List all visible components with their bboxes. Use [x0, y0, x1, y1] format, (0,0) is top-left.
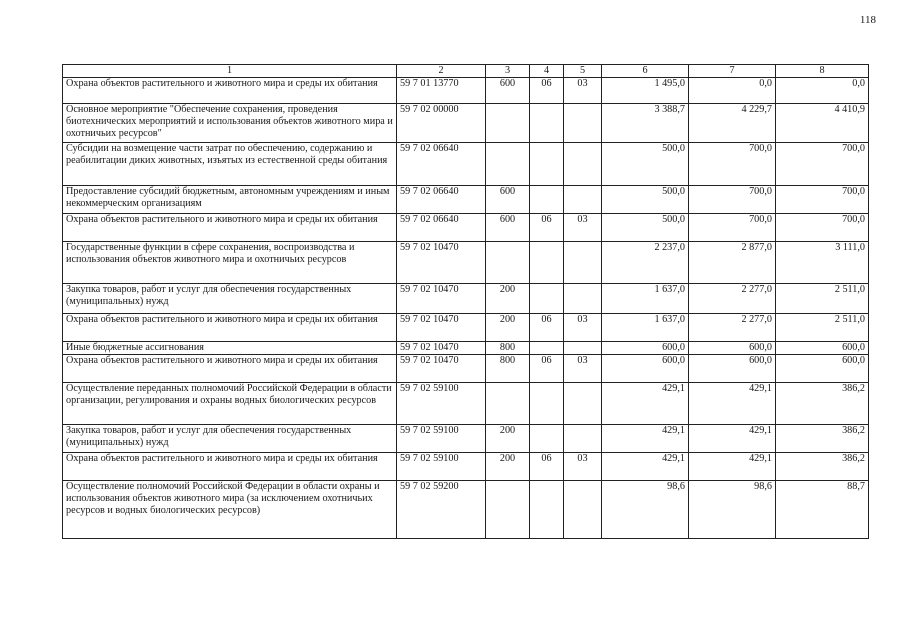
amount-col6-cell: 1 495,0: [602, 78, 689, 104]
section-cell: 06: [530, 214, 564, 242]
amount-col6-cell: 98,6: [602, 481, 689, 539]
amount-col7-cell: 2 877,0: [689, 242, 776, 284]
expense-type-cell: 200: [486, 314, 530, 342]
table-row: [63, 314, 869, 342]
subsection-cell: [564, 342, 602, 355]
table-row: [63, 104, 869, 143]
amount-col6-cell: 500,0: [602, 186, 689, 214]
expense-type-cell: 800: [486, 342, 530, 355]
section-cell: 06: [530, 314, 564, 342]
row-name-cell: Охрана объектов растительного и животного мира и среды их обитания: [63, 314, 397, 342]
amount-col6-cell: 429,1: [602, 453, 689, 481]
target-code-cell: 59 7 02 06640: [397, 214, 486, 242]
amount-col7-cell: 2 277,0: [689, 284, 776, 314]
target-code-cell: 59 7 02 59100: [397, 425, 486, 453]
section-cell: [530, 284, 564, 314]
amount-col6-cell: 600,0: [602, 355, 689, 383]
column-header: 2: [397, 65, 486, 78]
amount-col6-cell: 1 637,0: [602, 284, 689, 314]
amount-col6-cell: 500,0: [602, 214, 689, 242]
table-row: [63, 355, 869, 383]
column-header: 3: [486, 65, 530, 78]
column-header: 8: [776, 65, 869, 78]
table-row: [63, 78, 869, 104]
subsection-cell: 03: [564, 78, 602, 104]
amount-col8-cell: 386,2: [776, 453, 869, 481]
expense-type-cell: 200: [486, 453, 530, 481]
section-cell: [530, 143, 564, 186]
row-name-cell: Осуществление полномочий Российской Федерации в области охраны и использования объектов животного мира (за исключением охотничьих ресурсов и водных биологических ресурсов): [63, 481, 397, 539]
row-name-cell: Охрана объектов растительного и животного мира и среды их обитания: [63, 355, 397, 383]
row-name-cell: Закупка товаров, работ и услуг для обеспечения государственных (муниципальных) нужд: [63, 284, 397, 314]
target-code-cell: 59 7 02 00000: [397, 104, 486, 143]
budget-table: [62, 64, 869, 539]
amount-col8-cell: 2 511,0: [776, 284, 869, 314]
amount-col7-cell: 429,1: [689, 425, 776, 453]
section-cell: 06: [530, 78, 564, 104]
amount-col7-cell: 4 229,7: [689, 104, 776, 143]
row-name-cell: Охрана объектов растительного и животного мира и среды их обитания: [63, 214, 397, 242]
table-row: [63, 186, 869, 214]
amount-col7-cell: 700,0: [689, 143, 776, 186]
row-name-cell: Охрана объектов растительного и животного мира и среды их обитания: [63, 78, 397, 104]
amount-col6-cell: 429,1: [602, 425, 689, 453]
table-row: [63, 383, 869, 425]
section-cell: [530, 242, 564, 284]
table-row: [63, 425, 869, 453]
subsection-cell: [564, 383, 602, 425]
column-header: 6: [602, 65, 689, 78]
amount-col6-cell: 500,0: [602, 143, 689, 186]
expense-type-cell: [486, 481, 530, 539]
target-code-cell: 59 7 02 10470: [397, 284, 486, 314]
expense-type-cell: 600: [486, 78, 530, 104]
subsection-cell: [564, 186, 602, 214]
amount-col6-cell: 2 237,0: [602, 242, 689, 284]
row-name-cell: Предоставление субсидий бюджетным, автономным учреждениям и иным некоммерческим организациям: [63, 186, 397, 214]
amount-col8-cell: 2 511,0: [776, 314, 869, 342]
amount-col7-cell: 429,1: [689, 383, 776, 425]
amount-col8-cell: 3 111,0: [776, 242, 869, 284]
amount-col8-cell: 386,2: [776, 425, 869, 453]
subsection-cell: 03: [564, 314, 602, 342]
target-code-cell: 59 7 02 59200: [397, 481, 486, 539]
column-header: 1: [63, 65, 397, 78]
amount-col8-cell: 700,0: [776, 143, 869, 186]
amount-col7-cell: 700,0: [689, 186, 776, 214]
target-code-cell: 59 7 01 13770: [397, 78, 486, 104]
subsection-cell: [564, 104, 602, 143]
subsection-cell: [564, 481, 602, 539]
amount-col8-cell: 700,0: [776, 214, 869, 242]
amount-col7-cell: 700,0: [689, 214, 776, 242]
target-code-cell: 59 7 02 59100: [397, 383, 486, 425]
expense-type-cell: 600: [486, 186, 530, 214]
table-row: [63, 342, 869, 355]
column-header: 5: [564, 65, 602, 78]
target-code-cell: 59 7 02 59100: [397, 453, 486, 481]
amount-col8-cell: 4 410,9: [776, 104, 869, 143]
amount-col7-cell: 98,6: [689, 481, 776, 539]
row-name-cell: Субсидии на возмещение части затрат по обеспечению, содержанию и реабилитации диких животных, изъятых из естественной среды обитания: [63, 143, 397, 186]
amount-col8-cell: 88,7: [776, 481, 869, 539]
expense-type-cell: 800: [486, 355, 530, 383]
amount-col6-cell: 429,1: [602, 383, 689, 425]
section-cell: [530, 481, 564, 539]
amount-col6-cell: 600,0: [602, 342, 689, 355]
column-header: 7: [689, 65, 776, 78]
amount-col8-cell: 0,0: [776, 78, 869, 104]
section-cell: [530, 383, 564, 425]
table-row: [63, 143, 869, 186]
table-header-row: [63, 65, 869, 78]
target-code-cell: 59 7 02 10470: [397, 355, 486, 383]
target-code-cell: 59 7 02 10470: [397, 342, 486, 355]
expense-type-cell: 200: [486, 284, 530, 314]
table-row: [63, 453, 869, 481]
table-row: [63, 284, 869, 314]
target-code-cell: 59 7 02 10470: [397, 314, 486, 342]
section-cell: 06: [530, 453, 564, 481]
expense-type-cell: [486, 104, 530, 143]
amount-col8-cell: 386,2: [776, 383, 869, 425]
section-cell: [530, 342, 564, 355]
amount-col7-cell: 429,1: [689, 453, 776, 481]
subsection-cell: 03: [564, 453, 602, 481]
table-row: [63, 214, 869, 242]
section-cell: [530, 104, 564, 143]
target-code-cell: 59 7 02 06640: [397, 186, 486, 214]
table-row: [63, 242, 869, 284]
row-name-cell: Основное мероприятие "Обеспечение сохранения, проведения биотехнических мероприятий и использования объектов животного мира и охотничьих ресурсов": [63, 104, 397, 143]
target-code-cell: 59 7 02 10470: [397, 242, 486, 284]
section-cell: [530, 425, 564, 453]
page-number: 118: [859, 14, 876, 26]
amount-col8-cell: 600,0: [776, 342, 869, 355]
amount-col7-cell: 2 277,0: [689, 314, 776, 342]
target-code-cell: 59 7 02 06640: [397, 143, 486, 186]
amount-col8-cell: 600,0: [776, 355, 869, 383]
amount-col6-cell: 1 637,0: [602, 314, 689, 342]
row-name-cell: Осуществление переданных полномочий Российской Федерации в области организации, регулирования и охраны водных биологических ресурсов: [63, 383, 397, 425]
subsection-cell: [564, 143, 602, 186]
section-cell: [530, 186, 564, 214]
amount-col7-cell: 0,0: [689, 78, 776, 104]
row-name-cell: Государственные функции в сфере сохранения, воспроизводства и использования объектов животного мира и охотничьих ресурсов: [63, 242, 397, 284]
amount-col7-cell: 600,0: [689, 342, 776, 355]
row-name-cell: Закупка товаров, работ и услуг для обеспечения государственных (муниципальных) нужд: [63, 425, 397, 453]
row-name-cell: Охрана объектов растительного и животного мира и среды их обитания: [63, 453, 397, 481]
subsection-cell: [564, 242, 602, 284]
subsection-cell: [564, 425, 602, 453]
amount-col6-cell: 3 388,7: [602, 104, 689, 143]
row-name-cell: Иные бюджетные ассигнования: [63, 342, 397, 355]
subsection-cell: 03: [564, 355, 602, 383]
expense-type-cell: 200: [486, 425, 530, 453]
amount-col7-cell: 600,0: [689, 355, 776, 383]
section-cell: 06: [530, 355, 564, 383]
expense-type-cell: [486, 383, 530, 425]
expense-type-cell: 600: [486, 214, 530, 242]
table-row: [63, 481, 869, 539]
expense-type-cell: [486, 242, 530, 284]
subsection-cell: [564, 284, 602, 314]
subsection-cell: 03: [564, 214, 602, 242]
expense-type-cell: [486, 143, 530, 186]
column-header: 4: [530, 65, 564, 78]
amount-col8-cell: 700,0: [776, 186, 869, 214]
